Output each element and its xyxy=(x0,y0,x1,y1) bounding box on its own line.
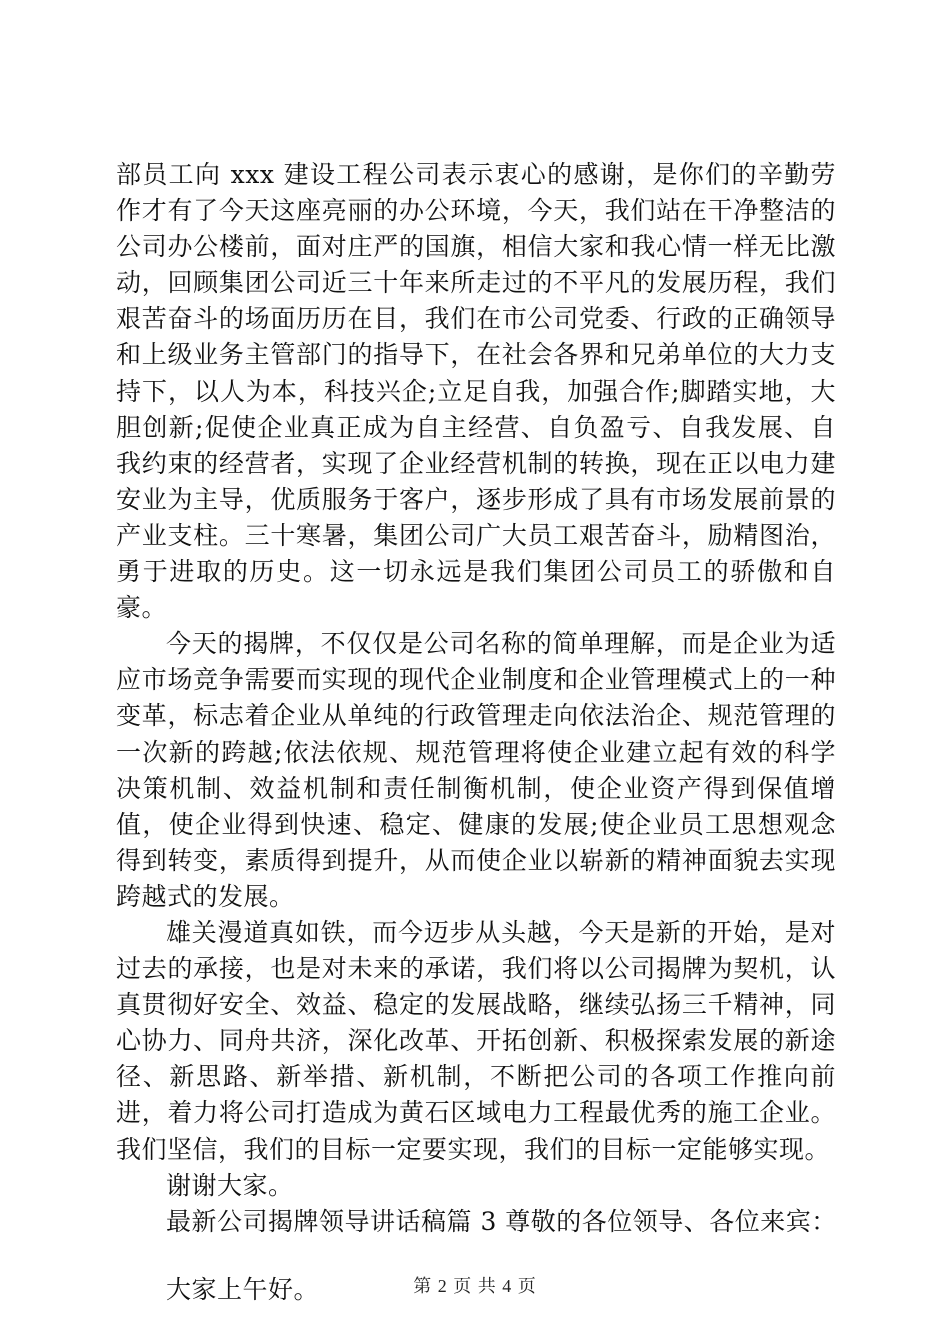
paragraph-unveiling: 今天的揭牌，不仅仅是公司名称的简单理解，而是企业为适应市场竞争需要而实现的现代企业制度和企业管理模式上的一种变革，标志着企业从单纯的行政管理走向依法治企、规范管理的一次新的跨越;依法依规、规范管理将使企业建立起有效的科学决策机制、效益机制和责任制衡机制，使企业资产得到保值增值，使企业得到快速、稳定、健康的发展;使企业员工思想观念得到转变，素质得到提升，从而使企业以崭新的精神面貌去实现跨越式的发展。 xyxy=(116,629,836,911)
greeting-line: 大家上午好。 xyxy=(166,1274,320,1304)
paragraph-future: 雄关漫道真如铁，而今迈步从头越，今天是新的开始，是对过去的承接，也是对未来的承诺，我们将以公司揭牌为契机，认真贯彻好安全、效益、稳定的发展战略，继续弘扬三千精神，同心协力、同舟共济，深化改革、开拓创新、积极探索发展的新途径、新思路、新举措、新机制，不断把公司的各项工作推向前进，着力将公司打造成为黄石区域电力工程最优秀的施工企业。我们坚信，我们的目标一定要实现，我们的目标一定能够实现。 xyxy=(116,917,836,1164)
paragraph-continued: 部员工向 xxx 建设工程公司表示衷心的感谢，是你们的辛勤劳作才有了今天这座亮丽的办公环境，今天，我们站在干净整洁的公司办公楼前，面对庄严的国旗，相信大家和我心情一样无比激动，回顾集团公司近三十年来所走过的不平凡的发展历程，我们艰苦奋斗的场面历历在目，我们在市公司党委、行政的正确领导和上级业务主管部门的指导下，在社会各界和兄弟单位的大力支持下，以人为本，科技兴企;立足自我，加强合作;脚踏实地，大胆创新;促使企业真正成为自主经营、自负盈亏、自我发展、自我约束的经营者，实现了企业经营机制的转换，现在正以电力建安业为主导，优质服务于客户，逐步形成了具有市场发展前景的产业支柱。三十寒暑，集团公司广大员工艰苦奋斗，励精图治，勇于进取的历史。这一切永远是我们集团公司员工的骄傲和自豪。 xyxy=(116,160,836,623)
page-footer: 第 2 页 共 4 页 xyxy=(413,1276,537,1296)
document-body xyxy=(116,157,836,1308)
thanks-line: 谢谢大家。 xyxy=(166,1170,294,1200)
next-speech-title: 最新公司揭牌领导讲话稿篇 3 尊敬的各位领导、各位来宾： xyxy=(166,1206,837,1236)
